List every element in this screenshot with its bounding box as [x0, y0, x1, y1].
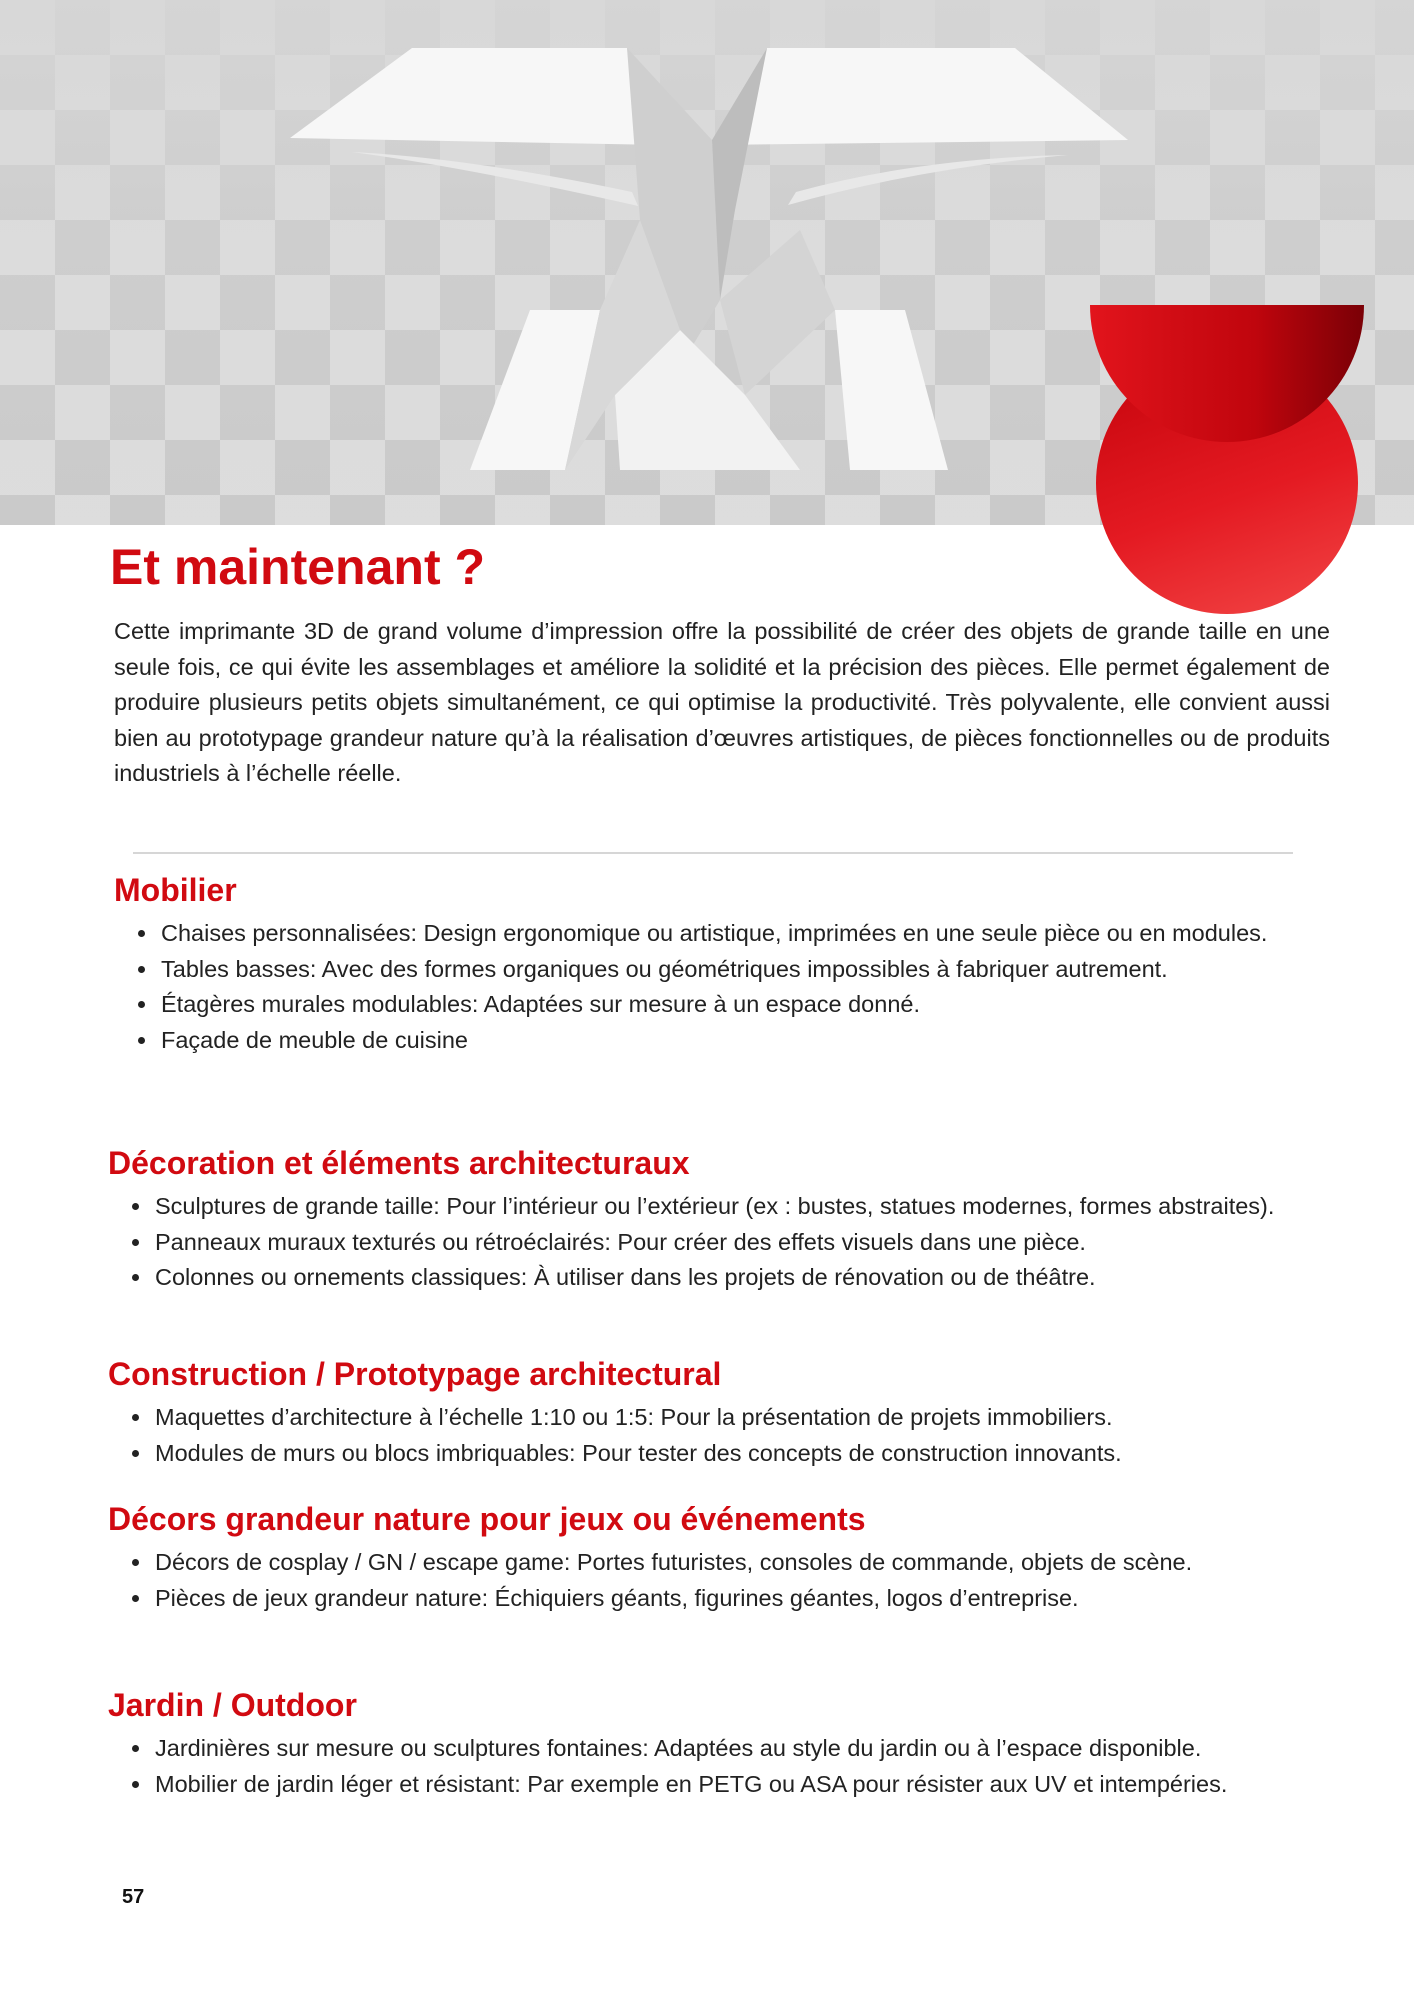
list-item: • Chaises personnalisées: Design ergonomique ou artistique, imprimées en une seule pièce ou en modules. — [159, 916, 1339, 952]
divider — [133, 852, 1293, 854]
bullet-list — [108, 1731, 1333, 1802]
list-item: • Modules de murs ou blocs imbriquables: Pour tester des concepts de construction innovants. — [153, 1436, 1333, 1472]
bullet-list — [108, 1400, 1333, 1471]
list-item: • Maquettes d’architecture à l’échelle 1:10 ou 1:5: Pour la présentation de projets immobiliers. — [153, 1400, 1333, 1436]
section-heading: Décors grandeur nature pour jeux ou événements — [108, 1501, 866, 1537]
list-item: • Panneaux muraux texturés ou rétroéclairés: Pour créer des effets visuels dans une pièce. — [153, 1225, 1333, 1261]
list-item: • Pièces de jeux grandeur nature: Échiquiers géants, figurines géantes, logos d’entreprise. — [153, 1581, 1333, 1617]
list-item: • Sculptures de grande taille: Pour l’intérieur ou l’extérieur (ex : bustes, statues modernes, formes abstraites). — [153, 1189, 1333, 1225]
section-heading: Décoration et éléments architecturaux — [108, 1145, 690, 1181]
section-construction — [108, 1354, 1333, 1471]
section-heading: Mobilier — [114, 872, 237, 908]
bullet-list — [114, 916, 1339, 1058]
section-heading: Construction / Prototypage architectural — [108, 1356, 722, 1392]
section-decoration — [108, 1143, 1333, 1296]
section-heading: Jardin / Outdoor — [108, 1687, 357, 1723]
section-jardin — [108, 1685, 1333, 1802]
list-item: • Décors de cosplay / GN / escape game: Portes futuristes, consoles de commande, objets de scène. — [153, 1545, 1333, 1581]
section-decors — [108, 1499, 1333, 1616]
page-title: Et maintenant ? — [110, 539, 486, 595]
page-number: 57 — [122, 1886, 145, 1908]
list-item: • Colonnes ou ornements classiques: À utiliser dans les projets de rénovation ou de théâtre. — [153, 1260, 1333, 1296]
bullet-list — [108, 1189, 1333, 1296]
list-item: • Tables basses: Avec des formes organiques ou géométriques impossibles à fabriquer autrement. — [159, 952, 1339, 988]
bullet-list — [108, 1545, 1333, 1616]
list-item: • Mobilier de jardin léger et résistant: Par exemple en PETG ou ASA pour résister aux UV et intempéries. — [153, 1767, 1333, 1803]
list-item: • Façade de meuble de cuisine — [159, 1023, 1339, 1059]
list-item: • Étagères murales modulables: Adaptées sur mesure à un espace donné. — [159, 987, 1339, 1023]
intro-paragraph: Cette imprimante 3D de grand volume d’impression offre la possibilité de créer des objets de grande taille en une seule fois, ce qui évite les assemblages et améliore la solidité et la précision des pièces. Elle permet également de produire plusieurs petits objets simultanément, ce qui optimise la productivité. Très polyvalente, elle convient aussi bien au prototypage grandeur nature qu’à la réalisation d’œuvres artistiques, de pièces fonctionnelles ou de produits industriels à l’échelle réelle. — [114, 618, 1330, 786]
list-item: • Jardinières sur mesure ou sculptures fontaines: Adaptées au style du jardin ou à l’espace disponible. — [153, 1731, 1333, 1767]
section-mobilier — [114, 870, 1339, 1058]
